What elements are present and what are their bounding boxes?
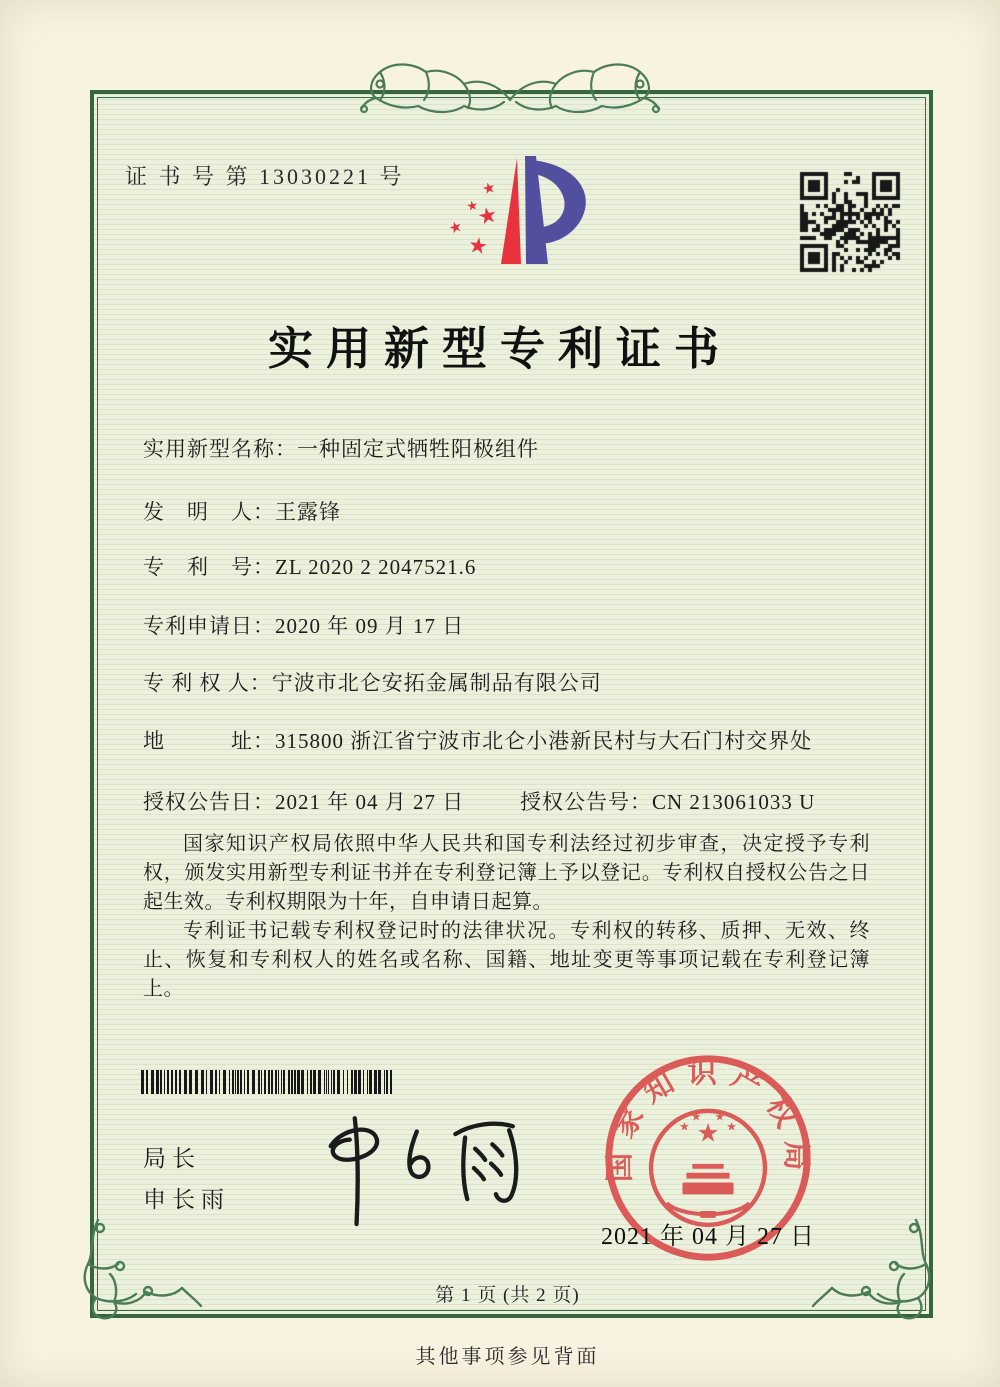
- svg-text:★: ★: [696, 1118, 720, 1149]
- field-label: 地 址：: [143, 729, 275, 753]
- grant-number-pair: [520, 786, 815, 816]
- bottom-left-flourish-ornament-icon: [70, 1218, 202, 1324]
- seal-text: 国家知识产权局: [604, 1057, 812, 1183]
- svg-text:★: ★: [714, 1109, 726, 1124]
- back-side-note: 其他事项参见背面: [415, 1346, 600, 1368]
- legal-paragraph-grant: 国家知识产权局依照中华人民共和国专利法经过初步审查，决定授予专利权，颁发实用新型专利证书并在专利登记簿上予以登记。专利权自授权公告之日起生效。专利权期限为十年，自申请日起算。: [143, 833, 870, 913]
- field-label: 专 利 权 人：: [143, 671, 272, 695]
- legal-paragraph-register: 专利证书记载专利权登记时的法律状况。专利权的转移、质押、无效、终止、恢复和专利权人的姓名或名称、国籍、地址变更等事项记载在专利登记簿上。: [143, 920, 870, 1000]
- field-label: 发 明 人：: [143, 500, 275, 524]
- top-flourish-ornament-icon: [355, 52, 665, 118]
- cnipa-logo-icon: [433, 150, 595, 282]
- field-value: 宁波市北仑安拓金属制品有限公司: [271, 671, 602, 695]
- director-name: 申长雨: [143, 1187, 230, 1212]
- svg-text:★: ★: [480, 177, 498, 199]
- svg-text:★: ★: [446, 216, 465, 238]
- certificate-number: 证 书 号 第 13030221 号: [125, 164, 405, 189]
- field-value: CN 213061033 U: [652, 790, 816, 814]
- certificate-title: 实用新型专利证书: [267, 324, 732, 374]
- svg-text:★: ★: [690, 1109, 702, 1124]
- field-value: 315800 浙江省宁波市北仑小港新民村与大石门村交界处: [275, 729, 813, 753]
- field-row-inventor: [143, 496, 873, 526]
- svg-text:★: ★: [465, 198, 480, 215]
- page-number: 第 1 页 (共 2 页): [435, 1285, 580, 1306]
- bottom-right-flourish-ornament-icon: [812, 1218, 944, 1324]
- field-row-patent-number: [143, 551, 873, 581]
- field-row-address: [143, 725, 873, 755]
- field-row-utility-model-name: [143, 433, 873, 463]
- field-label: 授权公告日：: [143, 790, 275, 814]
- field-value: 王露锋: [275, 500, 341, 524]
- field-value: ZL 2020 2 2047521.6: [275, 555, 477, 579]
- field-label: 授权公告号：: [520, 790, 652, 814]
- field-value: 2020 年 09 月 17 日: [275, 614, 465, 638]
- field-value: 2021 年 04 月 27 日: [275, 790, 465, 814]
- field-row-filing-date: [143, 610, 873, 640]
- barcode: [141, 1070, 397, 1094]
- field-label: 实用新型名称：: [143, 437, 297, 461]
- svg-text:★: ★: [475, 202, 500, 231]
- field-row-patentee: [143, 667, 873, 697]
- svg-text:★: ★: [466, 232, 490, 261]
- field-label: 专 利 号：: [143, 555, 275, 579]
- svg-text:★: ★: [726, 1119, 737, 1134]
- legal-text-block: [143, 830, 870, 1004]
- field-row-grant-date-and-number: [143, 786, 873, 816]
- qr-code: [795, 167, 905, 277]
- director-role-label: 局长: [143, 1146, 201, 1171]
- seal-date: 2021 年 04 月 27 日: [601, 1224, 815, 1250]
- director-signature-icon: [295, 1108, 545, 1228]
- svg-text:★: ★: [679, 1119, 690, 1134]
- field-label: 专利申请日：: [143, 614, 275, 638]
- field-value: 一种固定式牺牲阳极组件: [297, 437, 539, 461]
